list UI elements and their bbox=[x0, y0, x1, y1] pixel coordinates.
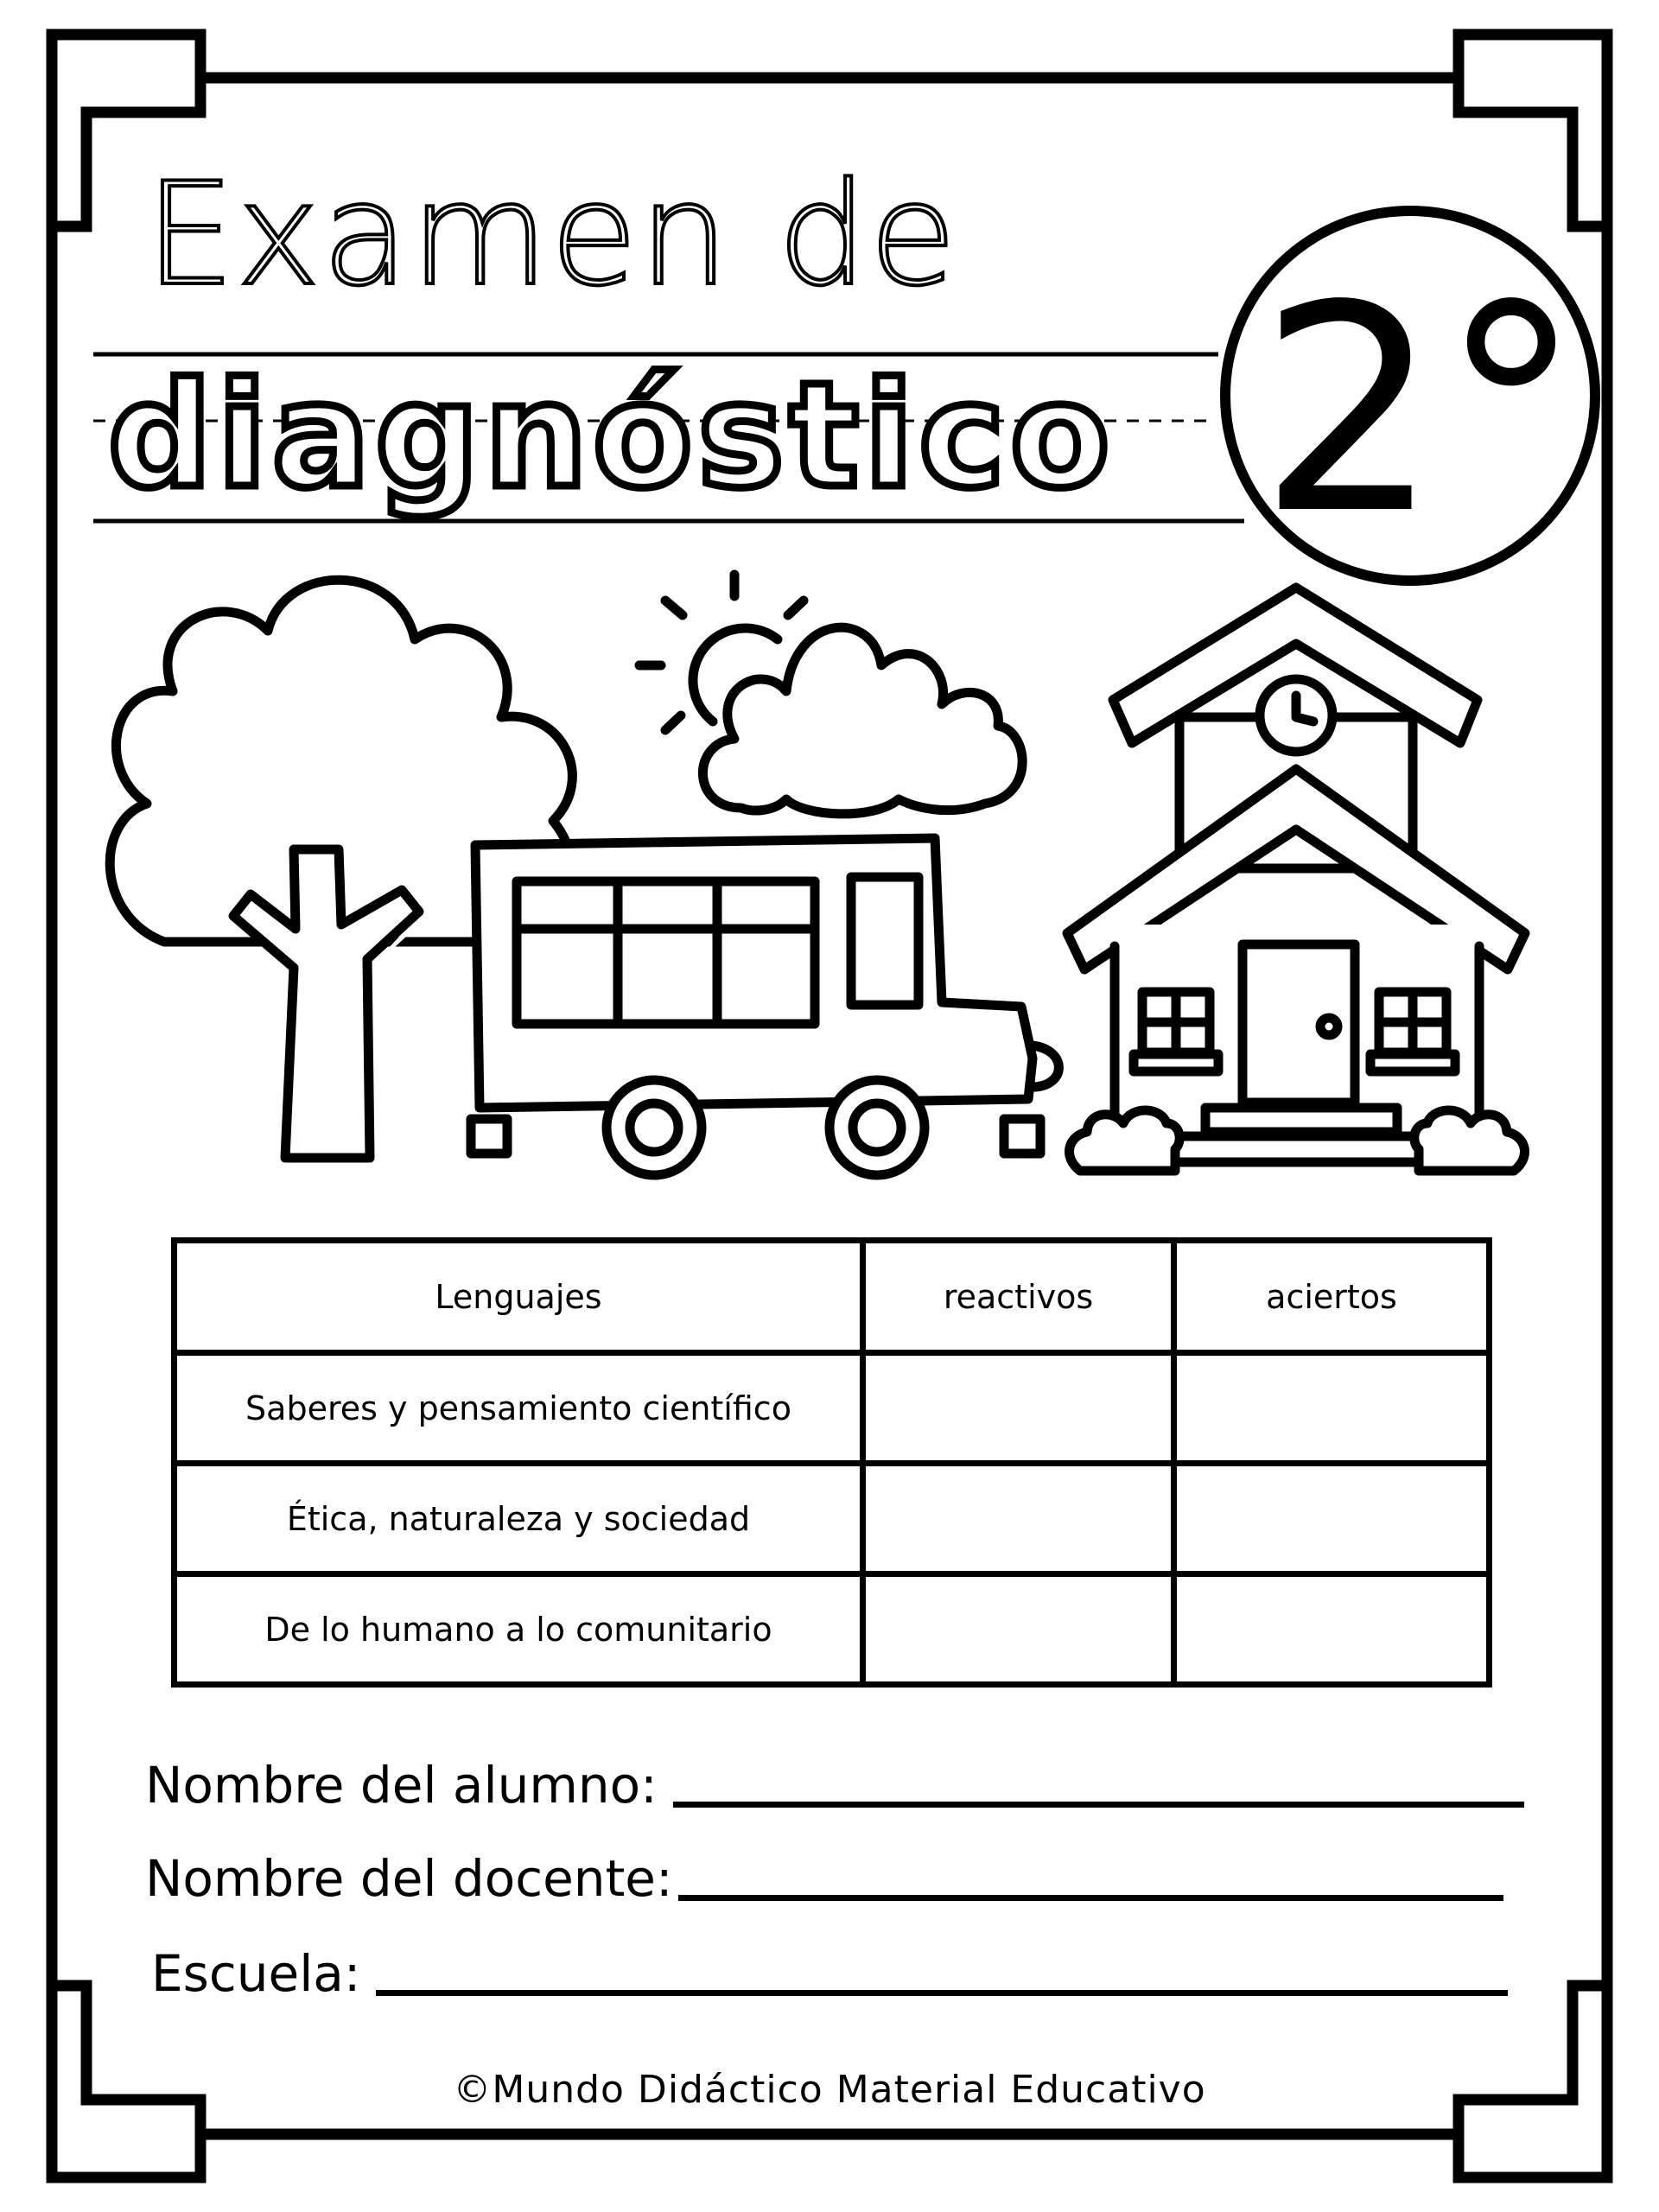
header-reactivos: reactivos bbox=[863, 1241, 1174, 1353]
teacher-name-field[interactable] bbox=[678, 1895, 1503, 1901]
teacher-name-label: Nombre del docente: bbox=[145, 1849, 673, 1908]
school-bus-icon bbox=[471, 838, 1058, 1175]
student-name-row bbox=[145, 1756, 1524, 1815]
student-name-field[interactable] bbox=[673, 1802, 1524, 1808]
aciertos-cell[interactable] bbox=[1174, 1464, 1490, 1574]
school-illustration bbox=[86, 562, 1573, 1218]
subject-cell: Saberes y pensamiento científico bbox=[175, 1353, 863, 1464]
subject-cell: De lo humano a lo comunitario bbox=[175, 1574, 863, 1685]
school-building-icon bbox=[1067, 588, 1525, 1171]
school-row bbox=[151, 1944, 1508, 2003]
exam-title-line1: Examen de bbox=[145, 152, 958, 317]
reactivos-cell[interactable] bbox=[863, 1464, 1174, 1574]
table-header-row bbox=[175, 1241, 1490, 1353]
school-label: Escuela: bbox=[151, 1944, 361, 2003]
student-name-label: Nombre del alumno: bbox=[145, 1756, 658, 1815]
header-lenguajes: Lenguajes bbox=[175, 1241, 863, 1353]
grade-badge bbox=[1220, 206, 1600, 586]
header-aciertos: aciertos bbox=[1174, 1241, 1490, 1353]
table-row bbox=[175, 1574, 1490, 1685]
teacher-name-row bbox=[145, 1849, 1503, 1908]
score-table bbox=[171, 1237, 1492, 1688]
aciertos-cell[interactable] bbox=[1174, 1574, 1490, 1685]
reactivos-cell[interactable] bbox=[863, 1353, 1174, 1464]
school-field[interactable] bbox=[376, 1990, 1508, 1996]
subject-cell: Ética, naturaleza y sociedad bbox=[175, 1464, 863, 1574]
table-row bbox=[175, 1353, 1490, 1464]
aciertos-cell[interactable] bbox=[1174, 1353, 1490, 1464]
copyright-footer: ©Mundo Didáctico Material Educativo bbox=[453, 2068, 1206, 2112]
reactivos-cell[interactable] bbox=[863, 1574, 1174, 1685]
exam-title-line2: diagnóstico bbox=[108, 351, 1116, 520]
table-row bbox=[175, 1464, 1490, 1574]
grade-number: 2° bbox=[1258, 245, 1583, 576]
